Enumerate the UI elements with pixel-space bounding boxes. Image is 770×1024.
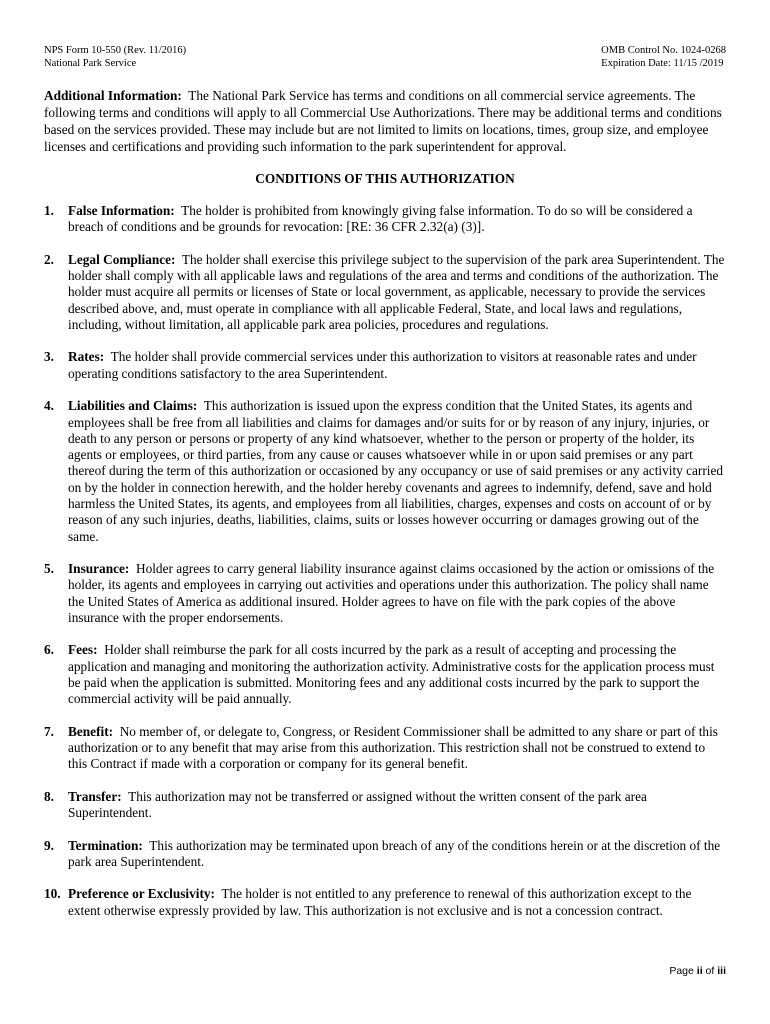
condition-item	[44, 838, 726, 871]
condition-text: The holder shall provide commercial services under this authorization to visitors at reasonable rates and under operating conditions satisfactory to the area Superintendent.	[68, 349, 697, 381]
condition-number: 8.	[44, 788, 54, 804]
condition-text: The holder is prohibited from knowingly giving false information. To do so will be considered a breach of conditions and be grounds for revocation: [RE: 36 CFR 2.32(a) (3)].	[68, 203, 693, 235]
condition-title: Fees:	[68, 642, 98, 658]
condition-item	[44, 398, 726, 545]
condition-text: This authorization is issued upon the express condition that the United States, its agents and employees shall be free from all liabilities and claims for damages and/or suits for or by reason of any injury, injuries, or death to any person or persons or property of any kind whatsoever, whether to the person or property of the holder, its agents or employees, or third parties, from any cause or causes whatsoever while in or upon said premises or any part thereof during the term of this authorization or occasioned by any occupancy or use of said premises or any activity carried on by the holder in connection herewith, and the holder hereby covenants and agrees to indemnify, defend, save and hold harmless the United States, its agents, and employees from all liabilities, charges, expenses and costs on account of or by reason of any such injuries, deaths, liabilities, claims, suits or losses however occurring or damages growing out of the same.	[68, 398, 724, 544]
condition-item	[44, 252, 726, 333]
condition-number: 10.	[44, 886, 61, 902]
condition-number: 6.	[44, 642, 54, 658]
condition-title: Legal Compliance:	[68, 251, 176, 267]
page-total: iii	[717, 965, 726, 977]
condition-number: 7.	[44, 723, 54, 739]
condition-title: Rates:	[68, 349, 105, 365]
condition-number: 3.	[44, 349, 54, 365]
condition-item	[44, 642, 726, 707]
condition-number: 4.	[44, 398, 54, 414]
page-word: Page	[669, 965, 694, 977]
condition-number: 2.	[44, 251, 54, 267]
condition-title: Preference or Exclusivity:	[68, 886, 215, 902]
additional-information-label: Additional Information:	[44, 88, 182, 103]
conditions-list	[44, 203, 726, 935]
of-word: of	[705, 965, 715, 977]
additional-information	[44, 87, 726, 155]
condition-item	[44, 349, 726, 382]
agency-name: National Park Service	[44, 58, 137, 69]
condition-text: Holder agrees to carry general liability insurance against claims occasioned by the action or omissions of the holder, its agents and employees in carrying out activities and operations under this authorization. The policy shall name the United States of America as additional insured. Holder agrees to have on file with the park copies of the above insurance with the proper endorsements.	[68, 561, 715, 625]
condition-title: Insurance:	[68, 561, 130, 577]
condition-item	[44, 203, 726, 236]
header-right	[601, 44, 726, 70]
condition-text: This authorization may not be transferred or assigned without the written consent of the park area Superintendent.	[68, 788, 647, 821]
condition-number: 1.	[44, 203, 54, 218]
condition-item	[44, 724, 726, 773]
condition-text: No member of, or delegate to, Congress, or Resident Commissioner shall be admitted to any share or part of this authorization or to any benefit that may arise from this authorization. This restriction shall not be construed to extend to this Contract if made with a corporation or company for its general benefit.	[68, 723, 718, 772]
expiration-date: Expiration Date: 11/15 /2019	[601, 58, 724, 69]
form-number: NPS Form 10-550 (Rev. 11/2016)	[44, 45, 187, 56]
condition-text: The holder shall exercise this privilege subject to the supervision of the park area Superintendent. The holder shall comply with all applicable laws and regulations of the area and terms and conditions of the authorization. The holder must acquire all permits or licenses of State or local government, as applicable, necessary to provide the services described above, and, must operate in compliance with all applicable Federal, State, and local laws and regulations, including, without limitation, all applicable park area policies, procedures and regulations.	[68, 251, 725, 332]
section-title: CONDITIONS OF THIS AUTHORIZATION	[255, 171, 515, 186]
condition-text: The holder is not entitled to any preference to renewal of this authorization except to the extent otherwise expressly provided by law. This authorization is not exclusive and is not a concession contract.	[68, 886, 692, 918]
condition-item	[44, 561, 726, 626]
additional-information-text: The National Park Service has terms and conditions on all commercial service agreements. The following terms and conditions will apply to all Commercial Use Authorizations. There may be additional terms and conditions based on the services provided. These may include but are not limited to limits on locations, times, group size, and employee licenses and certifications and providing such information to the park superintendent for approval.	[44, 88, 722, 154]
condition-number: 5.	[44, 561, 54, 577]
condition-title: Termination:	[68, 837, 143, 853]
condition-item	[44, 789, 726, 822]
condition-number: 9.	[44, 837, 54, 853]
page-current: ii	[696, 965, 703, 977]
condition-title: Benefit:	[68, 723, 114, 739]
condition-item	[44, 886, 726, 919]
condition-title: False Information:	[68, 203, 175, 218]
page-number	[669, 965, 726, 977]
condition-title: Liabilities and Claims:	[68, 398, 198, 414]
omb-control-number: OMB Control No. 1024-0268	[601, 45, 726, 56]
condition-title: Transfer:	[68, 788, 122, 804]
header-left	[44, 44, 186, 70]
condition-text: Holder shall reimburse the park for all costs incurred by the park as a result of accepting and processing the application and managing and monitoring the authorization activity. Administrative costs for the application process must be paid when the application is submitted. Monitoring fees and any additional costs incurred by the park to support the commercial activity will be paid annually.	[68, 642, 715, 707]
condition-text: This authorization may be terminated upon breach of any of the conditions herein or at the discretion of the park area Superintendent.	[68, 837, 721, 869]
